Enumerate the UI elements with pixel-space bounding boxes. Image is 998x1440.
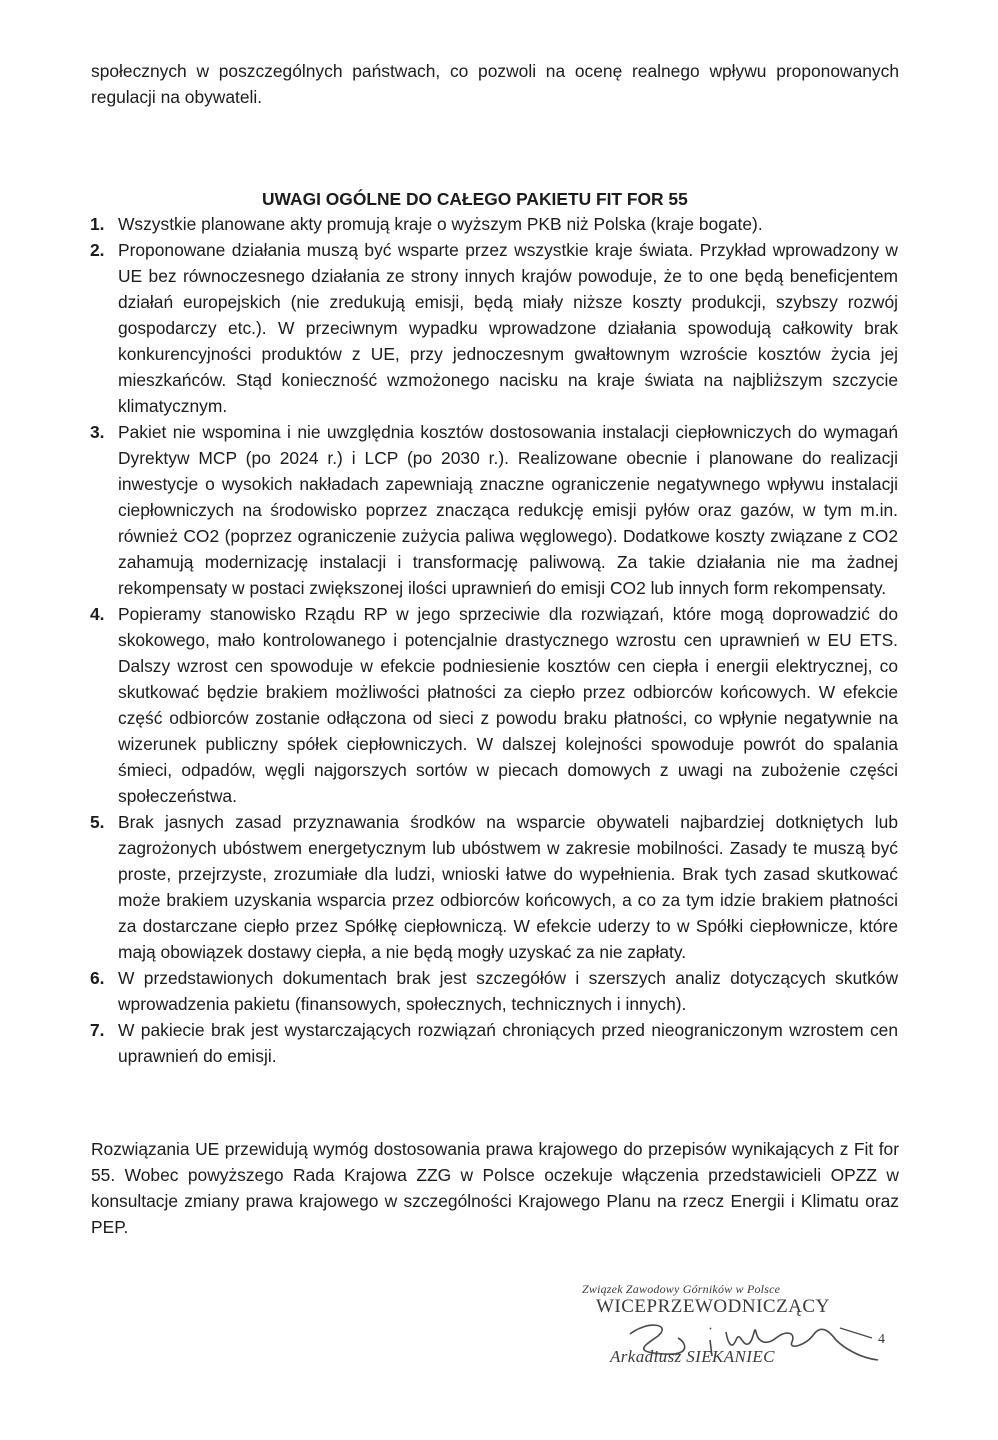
list-item — [90, 1017, 898, 1069]
intro-paragraph: społecznych w poszczególnych państwach, co pozwoli na ocenę realnego wpływu proponowanych regulacji na obywateli. — [91, 61, 899, 107]
list-item — [90, 237, 898, 419]
item-number: 3. — [90, 422, 105, 442]
item-number: 4. — [90, 604, 105, 624]
list-item — [90, 809, 898, 965]
list-item — [90, 211, 898, 237]
stamp-name: Arkadiusz SIEKANIEC — [610, 1347, 775, 1366]
handwritten-signature — [560, 1280, 890, 1390]
list-item — [90, 419, 898, 601]
item-text: W przedstawionych dokumentach brak jest szczegółów i szerszych analiz dotyczących skutków wprowadzenia pakietu (finansowych, społecznych, technicznych i innych). — [118, 968, 898, 1014]
list-item — [90, 601, 898, 809]
item-number: 7. — [90, 1020, 105, 1040]
remarks-list — [90, 211, 898, 1069]
closing-paragraph: Rozwiązania UE przewidują wymóg dostosowania prawa krajowego do przepisów wynikających z Fit for 55. Wobec powyższego Rada Krajowa ZZG w Polsce oczekuje włączenia przedstawicieli OPZZ w konsultacje zmiany prawa krajowego w szczególności Krajowego Planu na rzecz Energii i Klimatu oraz PEP. — [91, 1139, 899, 1237]
item-text: Wszystkie planowane akty promują kraje o wyższym PKB niż Polska (kraje bogate). — [118, 214, 763, 234]
item-text: Proponowane działania muszą być wsparte przez wszystkie kraje świata. Przykład wprowadzony w UE bez równoczesnego działania ze strony innych krajów powoduje, że to one będą beneficjentem działań europejskich (nie zredukują emisji, będą miały niższe koszty produkcji, szybszy rozwój gospodarczy etc.). W przeciwnym wypadku wprowadzone działania spowodują całkowity brak konkurencyjności produktów z UE, przy jednoczesnym gwałtownym wzroście kosztów życia jej mieszkańców. Stąd konieczność wzmożonego nacisku na kraje świata na najbliższym szczycie klimatycznym. — [118, 240, 898, 416]
item-text: Brak jasnych zasad przyznawania środków na wsparcie obywateli najbardziej dotkniętych lub zagrożonych ubóstwem energetycznym lub ubóstwem w zakresie mobilności. Zasady te muszą być proste, przejrzyste, zrozumiałe dla ludzi, wnioski łatwe do wypełnienia. Brak tych zasad skutkować może brakiem uzyskania wsparcia przez odbiorców końcowych, a co za tym idzie brakiem płatności za dostarczane ciepło przez Spółkę ciepłowniczą. W efekcie uderzy to w Spółki ciepłownicze, które mają obowiązek dostawy ciepła, a nie będą mogły uzyskać za nie zapłaty. — [118, 812, 898, 962]
signature-stamp — [560, 1280, 890, 1390]
item-number: 6. — [90, 968, 105, 988]
page-number: 4 — [878, 1332, 885, 1347]
item-text: Pakiet nie wspomina i nie uwzględnia kosztów dostosowania instalacji ciepłowniczych do wymagań Dyrektyw MCP (po 2024 r.) i LCP (po 2030 r.). Realizowane obecnie i planowane do realizacji inwestycje o wysokich nakładach zapewniają znaczne ograniczenie negatywnego wpływu instalacji ciepłowniczych na środowisko poprzez znacząca redukcję emisji pyłów oraz gazów, w tym m.in. również CO2 (poprzez ograniczenie zużycia paliwa węglowego). Dodatkowe koszty związane z CO2 zahamują modernizację instalacji i transformację paliwową. Za takie działania nie ma żadnej rekompensaty w postaci zwiększonej ilości uprawnień do emisji CO2 lub innych form rekompensaty. — [118, 422, 898, 598]
item-number: 1. — [90, 214, 105, 234]
section-title: UWAGI OGÓLNE DO CAŁEGO PAKIETU FIT FOR 55 — [262, 189, 688, 209]
item-number: 5. — [90, 812, 105, 832]
stamp-role: WICEPRZEWODNICZĄCY — [596, 1296, 830, 1317]
item-text: Popieramy stanowisko Rządu RP w jego sprzeciwie dla rozwiązań, które mogą doprowadzić do skokowego, mało kontrolowanego i potencjalnie drastycznego wzrostu cen uprawnień w EU ETS. Dalszy wzrost cen spowoduje w efekcie podniesienie kosztów cen ciepła i energii elektrycznej, co skutkować będzie brakiem możliwości płatności za ciepło przez odbiorców końcowych. W efekcie część odbiorców zostanie odłączona od sieci z powodu braku płatności, co wpłynie negatywnie na wizerunek publiczny spółek ciepłowniczych. W dalszej kolejności spowoduje powrót do spalania śmieci, odpadów, węgli najgorszych sortów w piecach domowych z uwagi na zubożenie części społeczeństwa. — [118, 604, 898, 806]
list-item — [90, 965, 898, 1017]
item-number: 2. — [90, 240, 105, 260]
item-text: W pakiecie brak jest wystarczających rozwiązań chroniących przed nieograniczonym wzrostem cen uprawnień do emisji. — [118, 1020, 898, 1066]
stamp-organization: Związek Zawodowy Górników w Polsce — [582, 1282, 781, 1296]
